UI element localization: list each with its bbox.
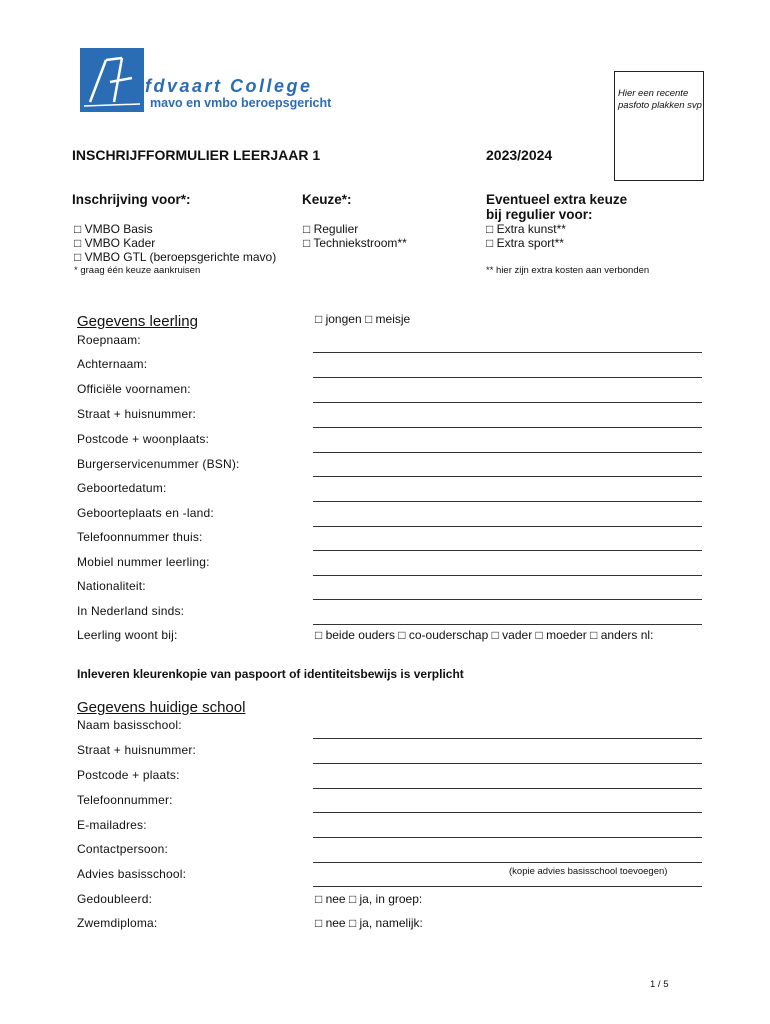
keuze-heading: Keuze*: (302, 192, 352, 207)
field-line-school-postcode[interactable] (313, 788, 702, 789)
field-line-geboorteplaats[interactable] (313, 526, 702, 527)
field-label-geboortedatum: Geboortedatum: (77, 481, 167, 495)
field-label-zwemdiploma: Zwemdiploma: (77, 916, 158, 930)
field-label-nederland-sinds: In Nederland sinds: (77, 604, 185, 618)
checkbox-extra-sport[interactable]: □ Extra sport** (486, 236, 564, 250)
field-label-advies: Advies basisschool: (77, 867, 187, 881)
field-label-mobiel: Mobiel nummer leerling: (77, 555, 210, 569)
field-line-telefoon-thuis[interactable] (313, 550, 702, 551)
field-label-gedoubleerd: Gedoubleerd: (77, 892, 153, 906)
field-line-school-telefoon[interactable] (313, 812, 702, 813)
field-line-bsn[interactable] (313, 476, 702, 477)
field-line-email[interactable] (313, 837, 702, 838)
gender-checkboxes[interactable]: □ jongen □ meisje (315, 312, 411, 326)
extra-heading-2: bij regulier voor: (486, 207, 593, 222)
field-label-woont-bij: Leerling woont bij: (77, 628, 178, 642)
checkbox-techniekstroom[interactable]: □ Techniekstroom** (303, 236, 407, 250)
woont-bij-checkboxes[interactable]: □ beide ouders □ co-ouderschap □ vader □ moeder □ anders nl: (315, 628, 654, 642)
field-label-school-postcode: Postcode + plaats: (77, 768, 180, 782)
field-line-nederland-sinds[interactable] (313, 624, 702, 625)
leerling-section-title: Gegevens leerling (77, 313, 198, 330)
inschrijving-heading: Inschrijving voor*: (72, 192, 191, 207)
field-label-achternaam: Achternaam: (77, 357, 148, 371)
field-label-email: E-mailadres: (77, 818, 147, 832)
field-line-school-straat[interactable] (313, 763, 702, 764)
field-label-telefoon-thuis: Telefoonnummer thuis: (77, 530, 203, 544)
zwemdiploma-checkboxes[interactable]: □ nee □ ja, namelijk: (315, 916, 423, 930)
field-label-postcode: Postcode + woonplaats: (77, 432, 210, 446)
gedoubleerd-checkboxes[interactable]: □ nee □ ja, in groep: (315, 892, 423, 906)
field-line-nationaliteit[interactable] (313, 599, 702, 600)
extra-note: ** hier zijn extra kosten aan verbonden (486, 265, 650, 276)
field-line-postcode[interactable] (313, 452, 702, 453)
field-label-roepnaam: Roepnaam: (77, 333, 141, 347)
school-year: 2023/2024 (486, 147, 553, 163)
checkbox-vmbo-kader[interactable]: □ VMBO Kader (74, 236, 156, 250)
advies-note: (kopie advies basisschool toevoegen) (509, 866, 668, 877)
field-label-school-telefoon: Telefoonnummer: (77, 793, 173, 807)
form-title: INSCHRIJFFORMULIER LEERJAAR 1 (72, 147, 321, 163)
field-line-geboortedatum[interactable] (313, 501, 702, 502)
field-label-basisschool: Naam basisschool: (77, 718, 182, 732)
logo-subtitle: mavo en vmbo beroepsgericht (150, 96, 332, 110)
field-label-bsn: Burgerservicenummer (BSN): (77, 457, 240, 471)
field-line-basisschool[interactable] (313, 738, 702, 739)
field-label-voornamen: Officiële voornamen: (77, 382, 191, 396)
extra-heading-1: Eventueel extra keuze (486, 192, 628, 207)
field-line-mobiel[interactable] (313, 575, 702, 576)
checkbox-vmbo-gtl[interactable]: □ VMBO GTL (beroepsgerichte mavo) (74, 250, 277, 264)
field-label-contactpersoon: Contactpersoon: (77, 842, 169, 856)
checkbox-vmbo-basis[interactable]: □ VMBO Basis (74, 222, 153, 236)
checkbox-extra-kunst[interactable]: □ Extra kunst** (486, 222, 566, 236)
field-label-nationaliteit: Nationaliteit: (77, 579, 146, 593)
paspoort-note: Inleveren kleurenkopie van paspoort of identiteitsbewijs is verplicht (77, 667, 464, 681)
field-label-geboorteplaats: Geboorteplaats en -land: (77, 506, 214, 520)
inschrijving-note: * graag één keuze aankruisen (74, 265, 201, 276)
school-section-title: Gegevens huidige school (77, 699, 246, 716)
page-number: 1 / 5 (650, 979, 669, 990)
field-label-straat: Straat + huisnummer: (77, 407, 197, 421)
photo-box-text: Hier een recente pasfoto plakken svp (618, 88, 702, 111)
field-label-school-straat: Straat + huisnummer: (77, 743, 197, 757)
logo-title: oofdvaart College (118, 76, 313, 96)
field-line-achternaam[interactable] (313, 377, 702, 378)
field-line-contactpersoon[interactable] (313, 862, 702, 863)
field-line-straat[interactable] (313, 427, 702, 428)
field-line-voornamen[interactable] (313, 402, 702, 403)
field-line-advies[interactable] (313, 886, 702, 887)
checkbox-regulier[interactable]: □ Regulier (303, 222, 359, 236)
field-line-roepnaam[interactable] (313, 352, 702, 353)
